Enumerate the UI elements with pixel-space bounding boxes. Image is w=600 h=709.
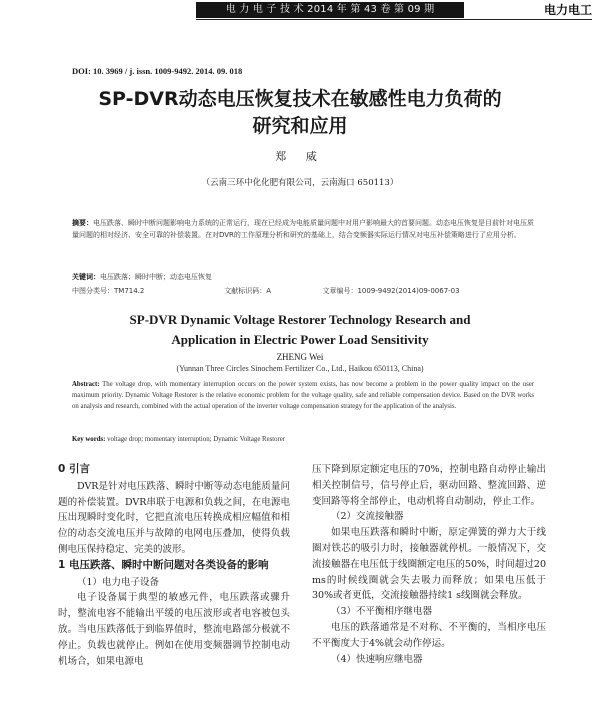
article-number: 文章编号：1009-9492(2014)09-0067-03 bbox=[322, 287, 460, 295]
subsection-3-paragraph: 电压的跌落通常是不对称、不平衡的，当相序电压不平衡度大于4%就会动作停运。 bbox=[312, 621, 546, 649]
journal-header bbox=[0, 0, 600, 22]
chinese-abstract bbox=[72, 218, 534, 241]
journal-issue-bar: 电 力 电 子 技 术 2014 年 第 43 卷 第 09 期 bbox=[196, 2, 464, 18]
english-title-line-1: SP-DVR Dynamic Voltage Restorer Technology Research and bbox=[129, 312, 471, 327]
subsection-3-heading: （3）不平衡相序继电器 bbox=[331, 606, 433, 618]
chinese-author: 郑 威 bbox=[275, 150, 325, 163]
english-author: ZHENG Wei bbox=[276, 352, 324, 362]
document-code: 文献标识码：A bbox=[224, 287, 272, 295]
chinese-title-line-2: 研究和应用 bbox=[252, 115, 348, 137]
chinese-abstract-label: 摘要： bbox=[72, 219, 93, 227]
english-abstract bbox=[72, 379, 534, 412]
chinese-keywords-label: 关键词： bbox=[72, 273, 100, 281]
subsection-2-heading: （2）交流接触器 bbox=[331, 511, 404, 523]
intro-heading: 0 引言 bbox=[58, 463, 90, 475]
doi-line: DOI: 10. 3969 / j. issn. 1009-9492. 2014. 09. 018 bbox=[72, 66, 243, 76]
english-keywords-text: voltage drop; momentary interruption; Dynamic Voltage Restorer bbox=[107, 436, 286, 443]
english-abstract-label: Abstract: bbox=[72, 381, 100, 388]
chinese-abstract-text: 电压跌落、瞬时中断问题影响电力系统的正常运行，现在已经成为电能质量问题中对用户影响最大的首要问题。动态电压恢复是目前针对电压质量问题的相对经济、安全可靠的补偿装置。在对DVR的工作原理分析和研究的基础上，结合变频器实际运行情况对电压补偿策略进行了应用分析。 bbox=[72, 219, 534, 239]
clc-number: 中图分类号：TM714.2 bbox=[72, 287, 145, 295]
subsection-2-paragraph: 如果电压跌落和瞬时中断，原定弹簧的弹力大于线圈对铁芯的吸引力时，接触器就停机。一般情况下，交流接触器在电压低于线圈额定电压的50%，时间超过20 ms的时候线圈就会失去吸力而释放；如果电压低于30%或者更低，交流接触器持续1 s线圈就会释放。 bbox=[312, 527, 546, 602]
journal-brand: 电力电工 bbox=[543, 3, 592, 17]
chinese-title bbox=[0, 86, 600, 140]
body-column-left bbox=[58, 462, 290, 669]
classification-row bbox=[72, 286, 534, 296]
chinese-keywords bbox=[72, 272, 212, 282]
english-abstract-text: The voltage drop, with momentary interruption occurs on the power system exists, has now become a problem in the power quality impact on the user maximum priority. Dynamic Voltage Restorer is the relative economic problem for the voltage quality, safe and reliable compensation device. Based on the DVR works on analysis and research, combined with the actual operation of the inverter voltage compensation strategy for the application of the analysis. bbox=[72, 381, 535, 410]
subsection-4-heading: （4）快速响应继电器 bbox=[331, 653, 423, 665]
english-title bbox=[0, 310, 600, 350]
chinese-keywords-text: 电压跌落；瞬时中断；动态电压恢复 bbox=[100, 273, 212, 281]
section-1-heading: 1 电压跌落、瞬时中断问题对各类设备的影响 bbox=[58, 558, 269, 571]
english-affiliation: (Yunnan Three Circles Sinochem Fertilizer Co., Ltd., Haikou 650113, China) bbox=[176, 364, 424, 373]
body-column-right bbox=[312, 462, 546, 667]
intro-paragraph: DVR是针对电压跌落、瞬时中断等动态电能质量问题的补偿装置。DVR串联于电源和负载之间，在电源电压出现瞬时变化时，它把直流电压转换成相应幅值和相位的动态交流电压并与故障的电网电压叠加，使得负载侧电压保持稳定、完美的波形。 bbox=[58, 480, 290, 555]
subsection-1-heading: （1）电力电子设备 bbox=[77, 576, 160, 588]
subsection-1-paragraph: 电子设备属于典型的敏感元件，电压跌落或骤升时，整流电容不能输出平缓的电压波形或者电容被包头放。当电压跌落低于到临界值时，整流电路部分极就不停止。负载也就停止。例如在使用变频器调节控制电动机场合，如果电源电 bbox=[58, 592, 290, 667]
chinese-affiliation: （云南三环中化化肥有限公司，云南海口 650113） bbox=[201, 178, 399, 188]
chinese-title-line-1: SP-DVR动态电压恢复技术在敏感性电力负荷的 bbox=[98, 88, 502, 110]
continued-paragraph: 压下降到原定额定电压的70%，控制电路自动停止输出相关控制信号，信号停止后，驱动回路、整流回路、逆变回路等将全部停止，电动机将自动制动，停止工作。 bbox=[312, 464, 546, 507]
english-keywords bbox=[72, 436, 285, 443]
english-keywords-label: Key words: bbox=[72, 436, 106, 443]
header-rule bbox=[196, 19, 592, 20]
english-title-line-2: Application in Electric Power Load Sensitivity bbox=[171, 332, 429, 347]
